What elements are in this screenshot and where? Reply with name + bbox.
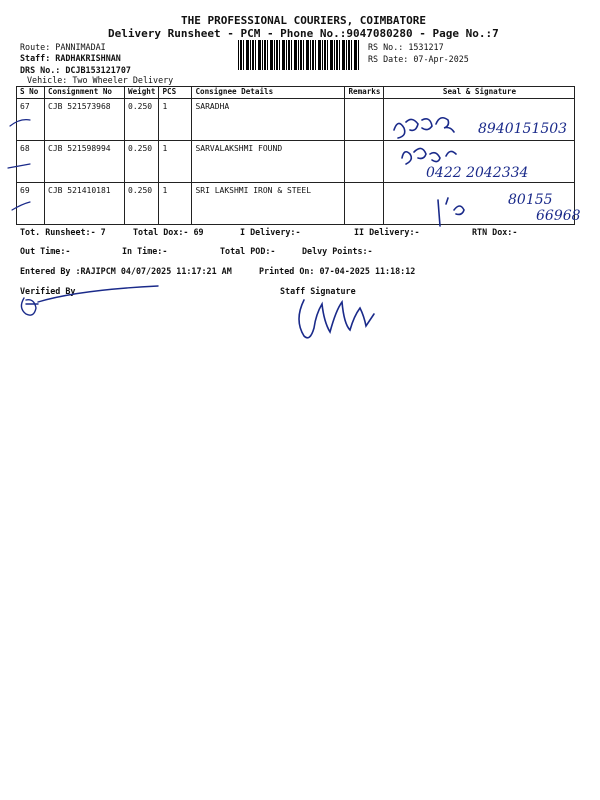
cell-consignee: SRI LAKSHMI IRON & STEEL	[192, 183, 345, 225]
col-seal-signature: Seal & Signature	[384, 87, 575, 99]
col-remarks: Remarks	[345, 87, 384, 99]
col-consignee: Consignee Details	[192, 87, 345, 99]
cell-weight: 0.250	[125, 141, 159, 183]
out-time: Out Time:-	[20, 246, 71, 256]
cell-consignment: CJB 521598994	[45, 141, 125, 183]
runsheet-subtitle: Delivery Runsheet - PCM - Phone No.:9047080280 - Page No.:7	[108, 27, 499, 40]
handwritten-phone-68: 0422 2042334	[426, 165, 529, 181]
cell-weight: 0.250	[125, 99, 159, 141]
cell-pcs: 1	[159, 183, 192, 225]
cell-consignee: SARVALAKSHMI FOUND	[192, 141, 345, 183]
rtn-dox: RTN Dox:-	[472, 227, 518, 237]
vehicle-label: Vehicle: Two Wheeler Delivery	[27, 75, 174, 85]
cell-sno: 67	[17, 99, 45, 141]
total-pod: Total POD:-	[220, 246, 276, 256]
drs-number: DRS No.: DCJB153121707	[20, 65, 131, 75]
verified-by-label: Verified By	[20, 286, 76, 296]
cell-remarks	[345, 141, 384, 183]
cell-consignment: CJB 521573968	[45, 99, 125, 141]
runsheet-table	[16, 86, 575, 225]
entered-by: Entered By :RAJIPCM 04/07/2025 11:17:21 AM	[20, 266, 232, 276]
i-delivery: I Delivery:-	[240, 227, 301, 237]
printed-on: Printed On: 07-04-2025 11:18:12	[259, 266, 416, 276]
delvy-points: Delvy Points:-	[302, 246, 373, 256]
table-header-row	[17, 87, 575, 99]
handwritten-phone-69b: 66968	[536, 208, 581, 224]
cell-consignee: SARADHA	[192, 99, 345, 141]
total-dox: Total Dox:- 69	[133, 227, 204, 237]
table-row	[17, 183, 575, 225]
route-label: Route: PANNIMADAI	[20, 42, 106, 52]
rs-number: RS No.: 1531217	[368, 42, 444, 52]
col-consignment: Consignment No	[45, 87, 125, 99]
staff-signature-label: Staff Signature	[280, 286, 356, 296]
cell-sno: 68	[17, 141, 45, 183]
handwritten-phone-69a: 80155	[508, 192, 553, 208]
cell-pcs: 1	[159, 99, 192, 141]
barcode	[238, 40, 360, 70]
cell-remarks	[345, 99, 384, 141]
cell-weight: 0.250	[125, 183, 159, 225]
ii-delivery: II Delivery:-	[354, 227, 420, 237]
cell-sno: 69	[17, 183, 45, 225]
company-title: THE PROFESSIONAL COURIERS, COIMBATORE	[181, 14, 427, 27]
cell-remarks	[345, 183, 384, 225]
staff-label: Staff: RADHAKRISHNAN	[20, 53, 121, 63]
col-pcs: PCS	[159, 87, 192, 99]
cell-consignment: CJB 521410181	[45, 183, 125, 225]
cell-pcs: 1	[159, 141, 192, 183]
staff-signature-scribble	[290, 290, 380, 350]
col-sno: S No	[17, 87, 45, 99]
rs-date: RS Date: 07-Apr-2025	[368, 54, 469, 64]
handwritten-phone-67: 8940151503	[478, 121, 568, 137]
tot-runsheet: Tot. Runsheet:- 7	[20, 227, 106, 237]
col-weight: Weight	[125, 87, 159, 99]
in-time: In Time:-	[122, 246, 168, 256]
